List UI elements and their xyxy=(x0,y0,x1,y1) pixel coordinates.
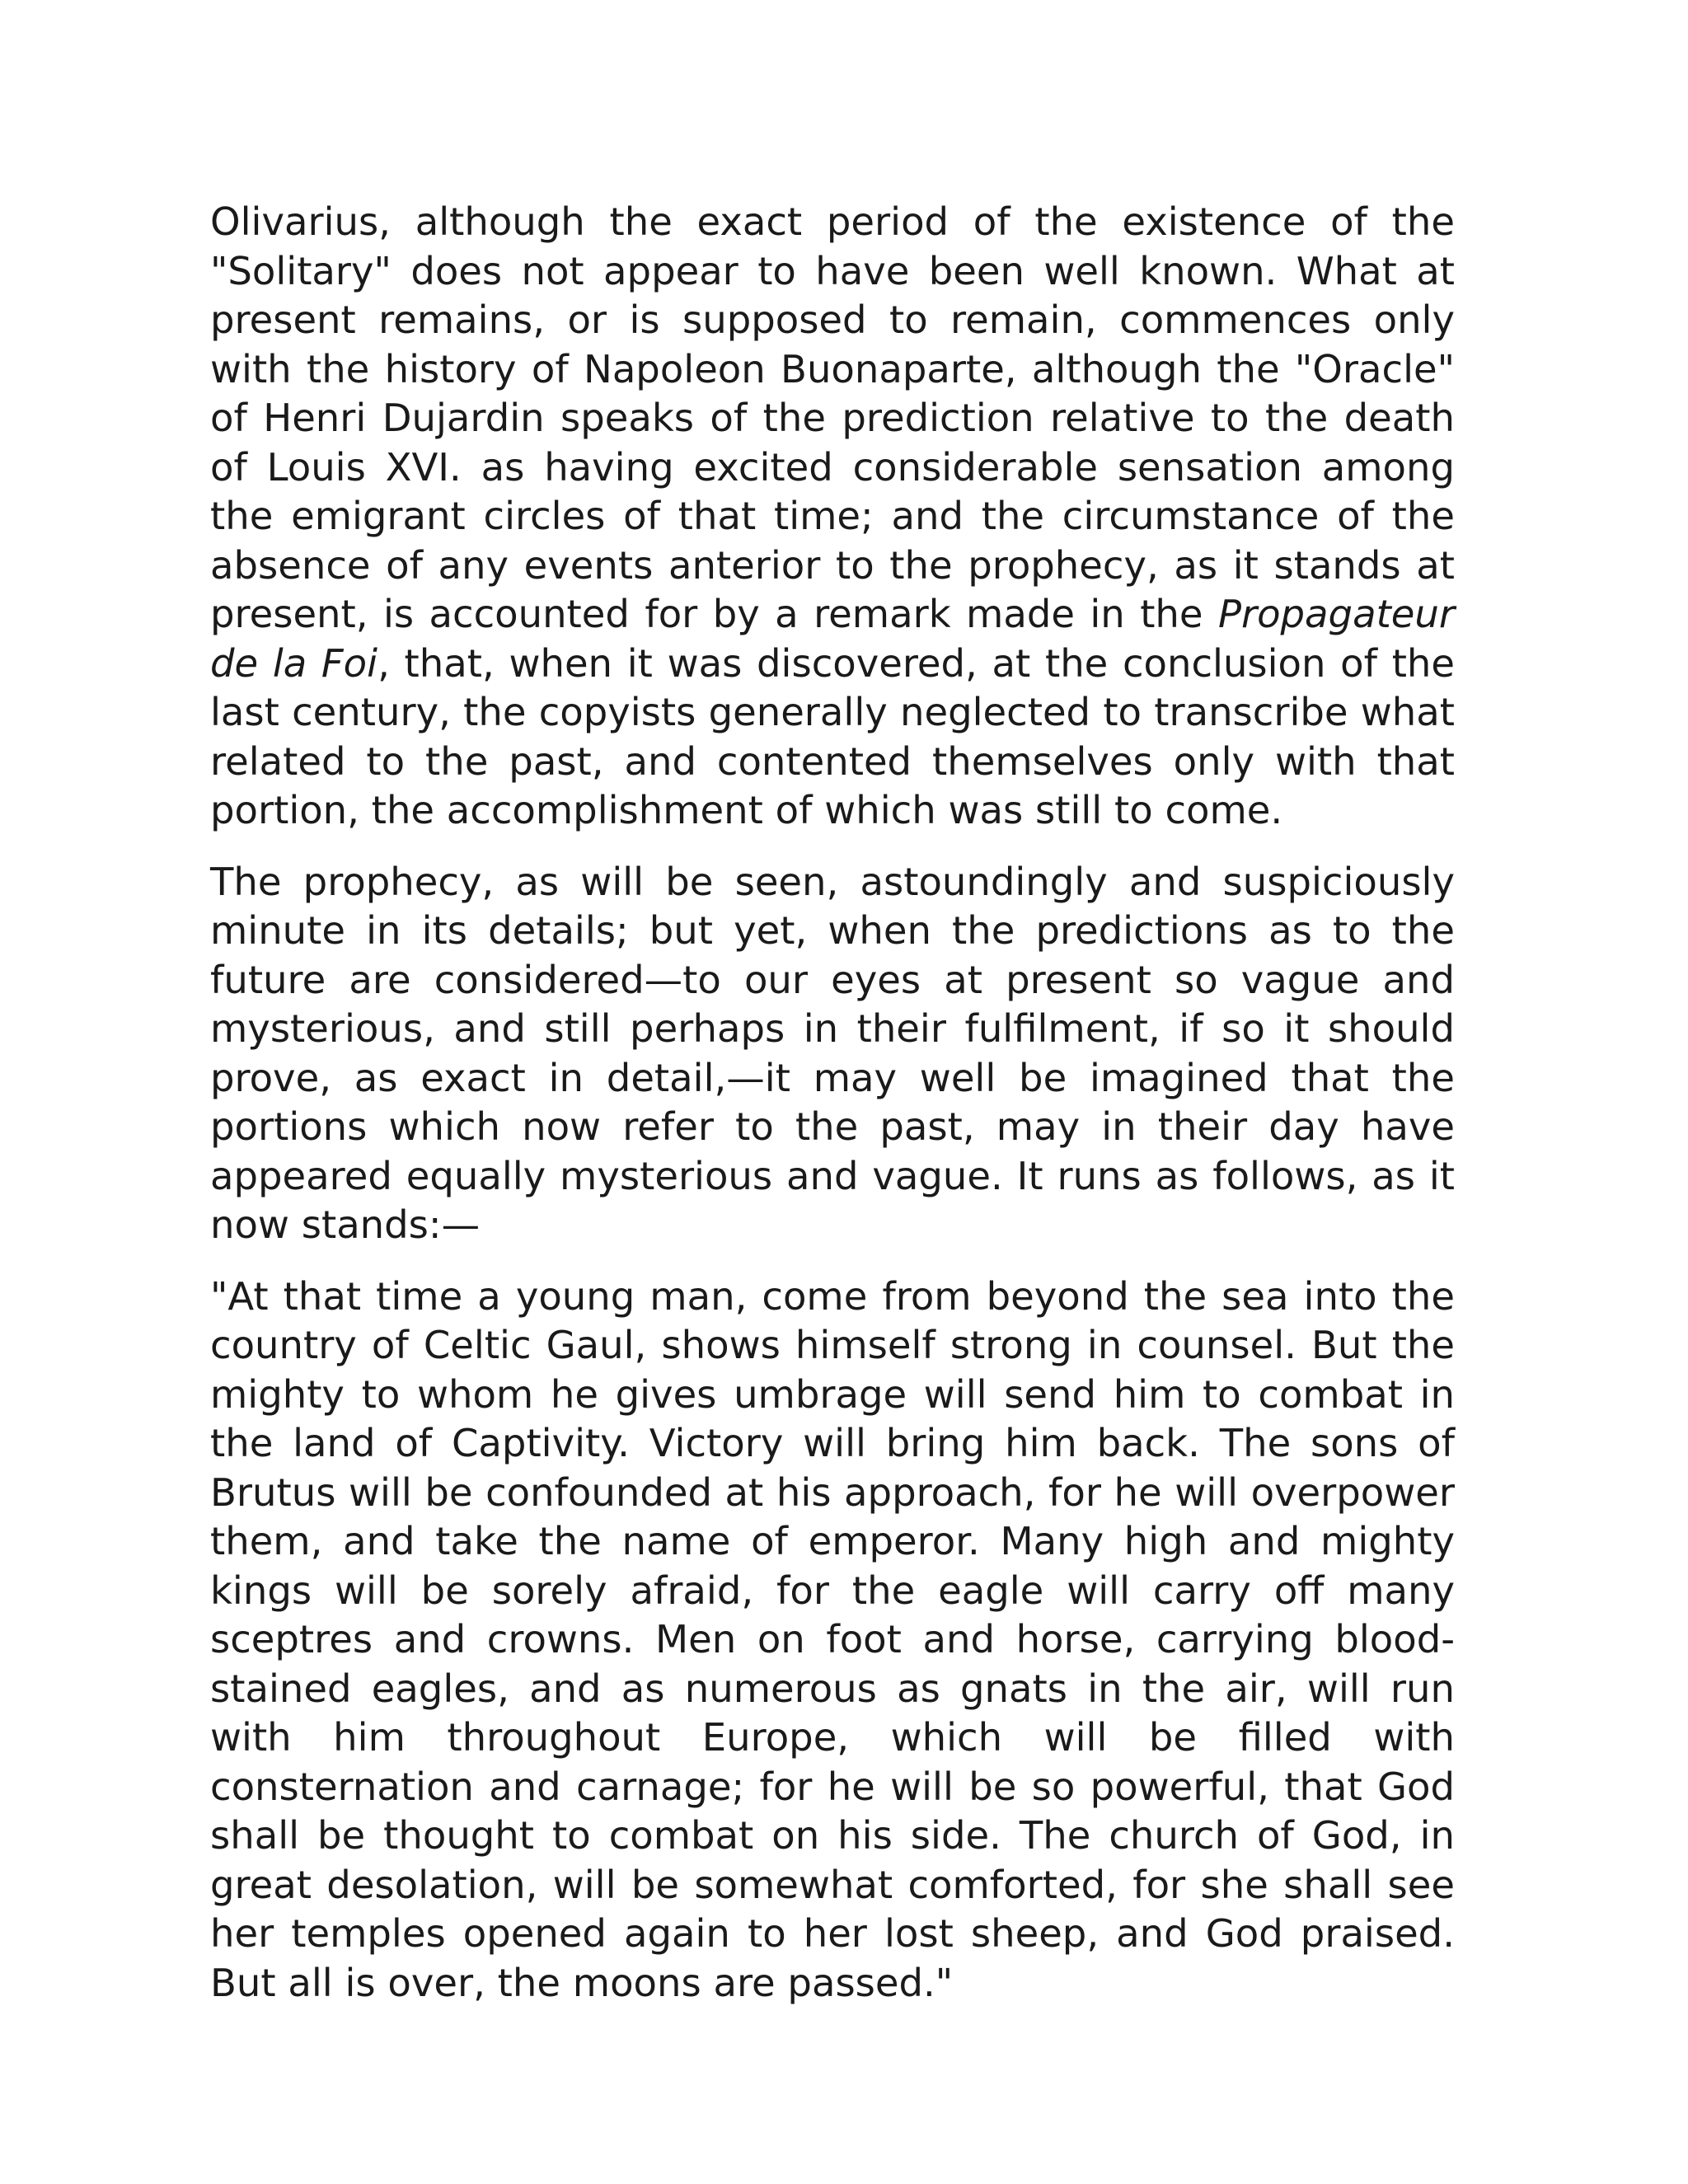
paragraph-prophecy-intro: The prophecy, as will be seen, astoundingly and suspiciously minute in its details; but yet, when the predictions as to the future are considered—to our eyes at present so vague and mysterious, and still perhaps in their fulfilment, if so it should prove, as exact in detail,—it may well be imagined that the portions which now refer to the past, may in their day have appeared equally mysterious and vague. It runs as follows, as it now stands:— xyxy=(210,859,1455,1247)
paragraph-1-text-start: Olivarius, although the exact period of the existence of the "Solitary" does not appear to have been well known. What at present remains, or is supposed to remain, commences only with the history of Napoleon Buonaparte, although the "Oracle" of Henri Dujardin speaks of the prediction relative to the death of Louis XVI. as having excited considerable sensation among the emigrant circles of that time; and the circumstance of the absence of any events anterior to the prophecy, as it stands at present, is accounted for by a remark made in the xyxy=(210,199,1455,636)
paragraph-olivarius xyxy=(210,198,1455,836)
publication-title-italic: Propagateur de la Foi xyxy=(210,592,1455,686)
page-body xyxy=(210,198,1455,2008)
paragraph-1-text-end: , that, when it was discovered, at the conclusion of the last century, the copyists generally neglected to transcribe what related to the past, and contented themselves only with that portion, the accomplishment of which was still to come. xyxy=(210,640,1456,832)
paragraph-prophecy-quote: "At that time a young man, come from beyond the sea into the country of Celtic Gaul, shows himself strong in counsel. But the mighty to whom he gives umbrage will send him to combat in the land of Captivity. Victory will bring him back. The sons of Brutus will be confounded at his approach, for he will overpower them, and take the name of emperor. Many high and mighty kings will be sorely afraid, for the eagle will carry off many sceptres and crowns. Men on foot and horse, carrying blood-stained eagles, and as numerous as gnats in the air, will run with him throughout Europe, which will be filled with consternation and carnage; for he will be so powerful, that God shall be thought to combat on his side. The church of God, in great desolation, will be somewhat comforted, for she shall see her temples opened again to her lost sheep, and God praised. But all is over, the moons are passed." xyxy=(210,1273,1455,2005)
